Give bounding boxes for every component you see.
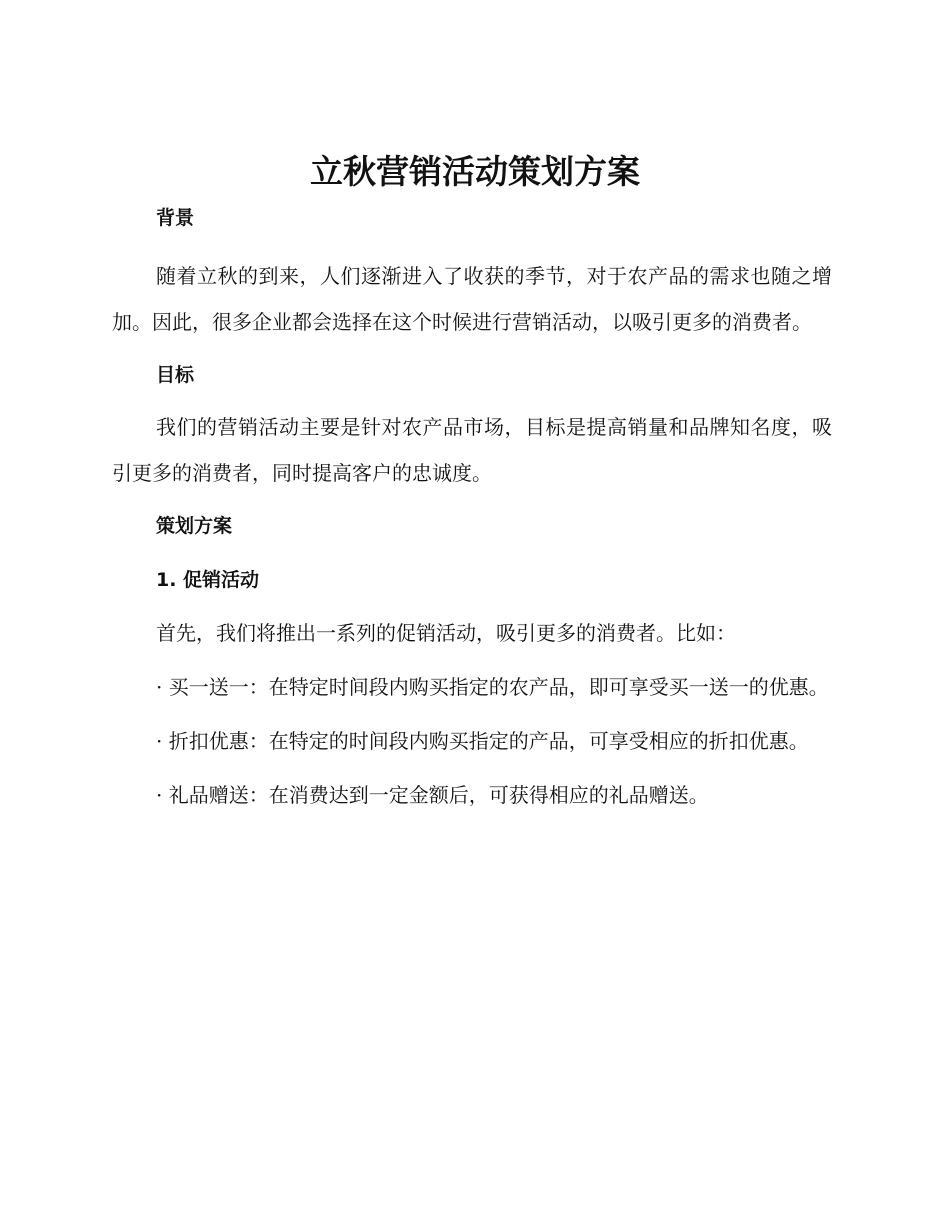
section-heading-plan: 策划方案 xyxy=(156,515,233,537)
promotion-intro-paragraph: 首先，我们将推出一系列的促销活动，吸引更多的消费者。比如： xyxy=(156,621,736,645)
goal-paragraph: 我们的营销活动主要是针对农产品市场，目标是提高销量和品牌知名度，吸引更多的消费者，同时提高客户的忠诚度。 xyxy=(112,415,832,485)
subsection-heading-promotion: 1. 促销活动 xyxy=(156,569,260,591)
section-heading-background: 背景 xyxy=(156,207,195,229)
document-body xyxy=(112,200,832,818)
background-paragraph: 随着立秋的到来，人们逐渐进入了收获的季节，对于农产品的需求也随之增加。因此，很多企业都会选择在这个时候进行营销活动，以吸引更多的消费者。 xyxy=(112,264,832,334)
document-title: 立秋营销活动策划方案 xyxy=(310,152,640,191)
section-heading-goal: 目标 xyxy=(156,364,195,386)
promotion-item-discount: · 折扣优惠：在特定的时间段内购买指定的产品，可享受相应的折扣优惠。 xyxy=(156,729,809,753)
promotion-item-gift: · 礼品赠送：在消费达到一定金额后，可获得相应的礼品赠送。 xyxy=(156,783,709,807)
promotion-item-buy-one-get-one: · 买一送一：在特定时间段内购买指定的农产品，即可享受买一送一的优惠。 xyxy=(156,675,829,699)
